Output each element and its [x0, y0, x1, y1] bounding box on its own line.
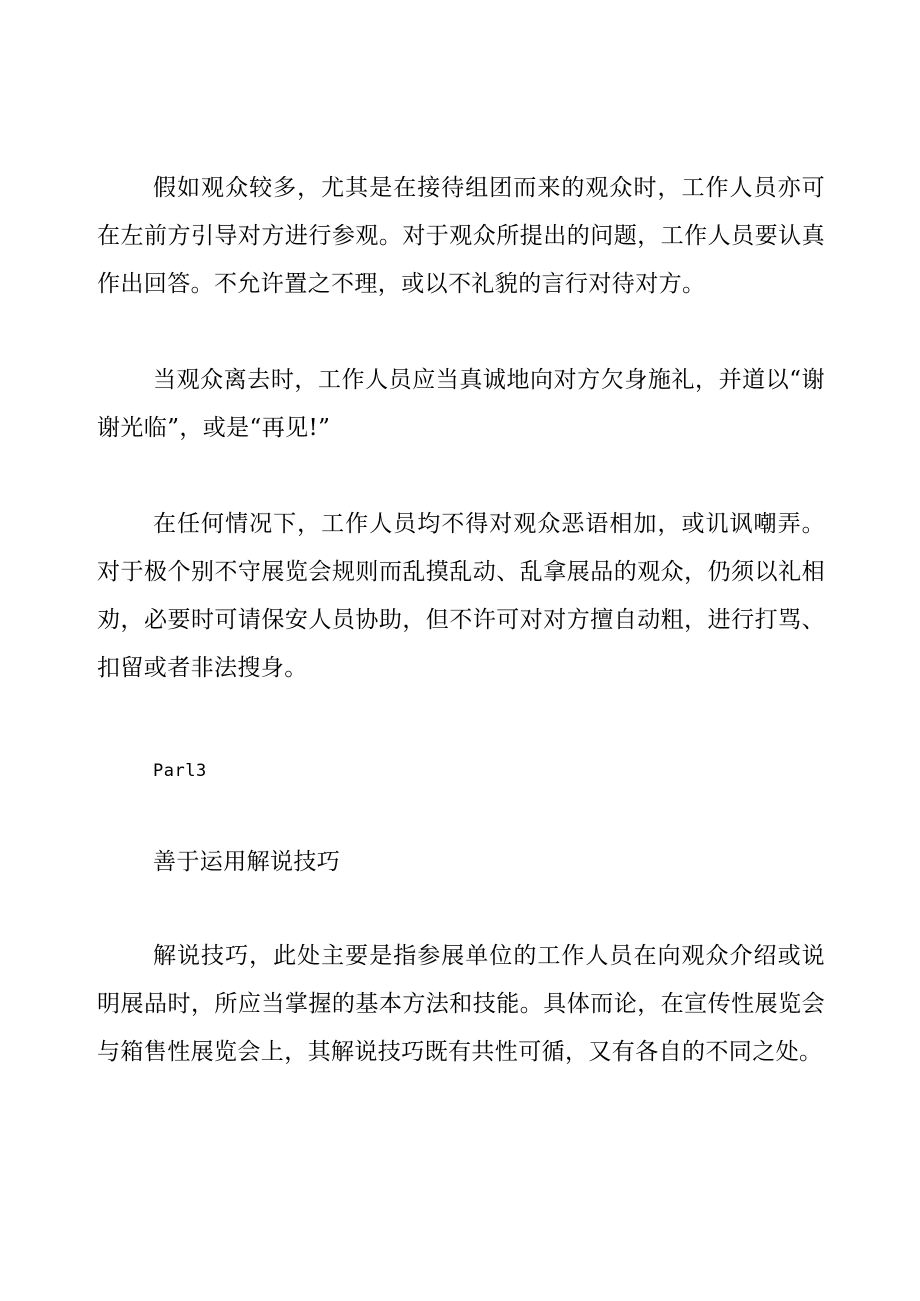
paragraph-explanation-skills: 解说技巧，此处主要是指参展单位的工作人员在向观众介绍或说明展品时，所应当掌握的基本方法和技能。具体而论，在宣传性展览会与箱售性展览会上，其解说技巧既有共性可循，又有各自的不同之处。: [97, 943, 825, 1065]
paragraph-visitor-farewell: 当观众离去时，工作人员应当真诚地向对方欠身施礼，并道以“谢谢光临”，或是“再见!”: [97, 367, 825, 441]
paragraph-conduct-rules: 在任何情况下，工作人员均不得对观众恶语相加，或讥讽嘲弄。对于极个别不守展览会规则而乱摸乱动、乱拿展品的观众，仍须以礼相劝，必要时可请保安人员协助，但不许可对对方擅自动粗，进行打骂、扣留或者非法搜身。: [97, 511, 825, 681]
part-label: Parl3: [153, 761, 207, 781]
section-heading: 善于运用解说技巧: [153, 849, 341, 875]
paragraph-visitor-guidance: 假如观众较多，尤其是在接待组团而来的观众时，工作人员亦可在左前方引导对方进行参观。对于观众所提出的问题，工作人员要认真作出回答。不允许置之不理，或以不礼貌的言行对待对方。: [97, 175, 825, 297]
